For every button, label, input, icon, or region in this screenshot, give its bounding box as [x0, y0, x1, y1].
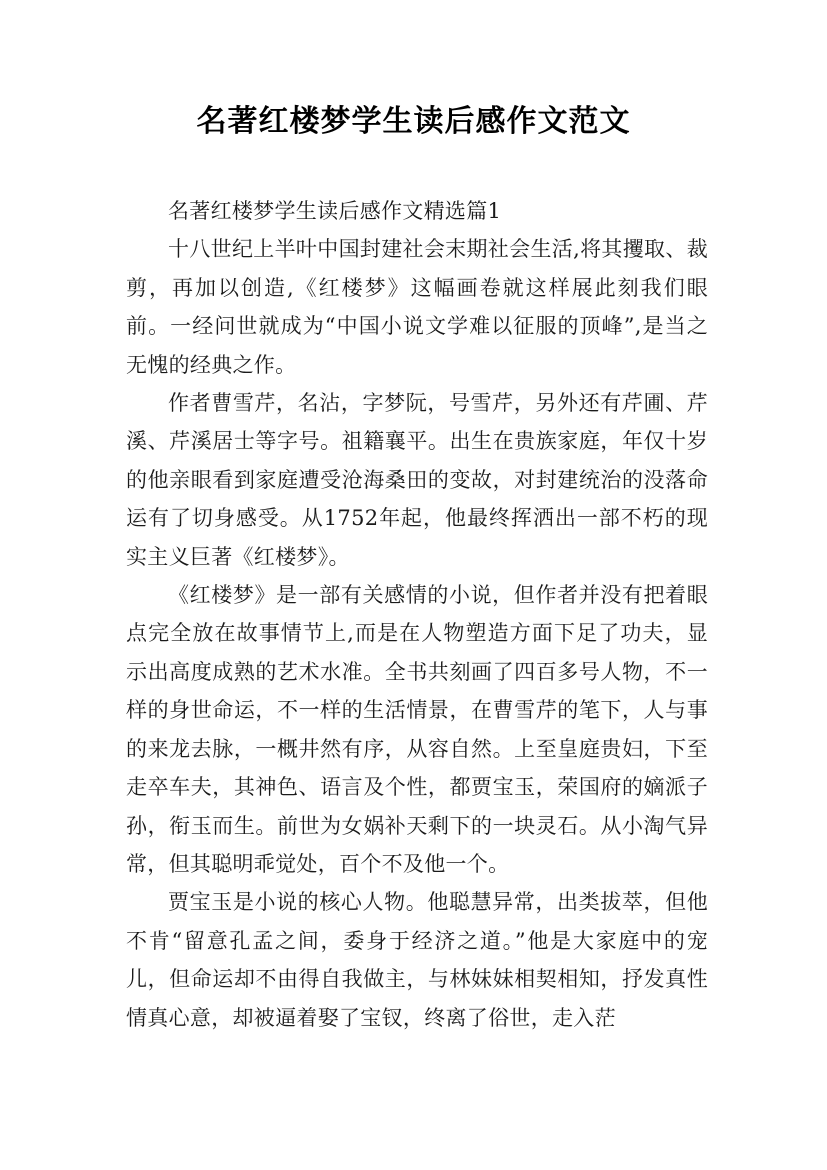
document-title: 名著红楼梦学生读后感作文范文	[196, 104, 631, 139]
paragraph-1: 十八世纪上半叶中国封建社会末期社会生活,将其攫取、裁剪，再加以创造,《红楼梦》这幅画卷就这样展此刻我们眼前。一经问世就成为“中国小说文学难以征服的顶峰”,是当之无愧的经典之作。	[126, 237, 708, 377]
paragraph-4: 贾宝玉是小说的核心人物。他聪慧异常，出类拔萃，但他不肯“留意孔孟之间，委身于经济之道。”他是大家庭中的宠儿，但命运却不由得自我做主，与林妹妹相契相知，抒发真性情真心意，却被逼着娶了宝钗，终离了俗世，走入茫	[126, 890, 708, 1030]
section-subtitle: 名著红楼梦学生读后感作文精选篇1	[168, 199, 502, 223]
document-body	[126, 192, 708, 1037]
paragraph-2: 作者曹雪芹，名沾，字梦阮，号雪芹，另外还有芹圃、芹溪、芹溪居士等字号。祖籍襄平。出生在贵族家庭，年仅十岁的他亲眼看到家庭遭受沧海桑田的变故，对封建统治的没落命运有了切身感受。从1752年起，他最终挥洒出一部不朽的现实主义巨著《红楼梦》。	[126, 391, 708, 569]
paragraph-3: 《红楼梦》是一部有关感情的小说，但作者并没有把着眼点完全放在故事情节上,而是在人物塑造方面下足了功夫，显示出高度成熟的艺术水准。全书共刻画了四百多号人物，不一样的身世命运，不一样的生活情景，在曹雪芹的笔下，人与事的来龙去脉，一概井然有序，从容自然。上至皇庭贵妇，下至走卒车夫，其神色、语言及个性，都贾宝玉，荣国府的嫡派子孙，衔玉而生。前世为女娲补天剩下的一块灵石。从小淘气异常，但其聪明乖觉处，百个不及他一个。	[126, 583, 708, 876]
